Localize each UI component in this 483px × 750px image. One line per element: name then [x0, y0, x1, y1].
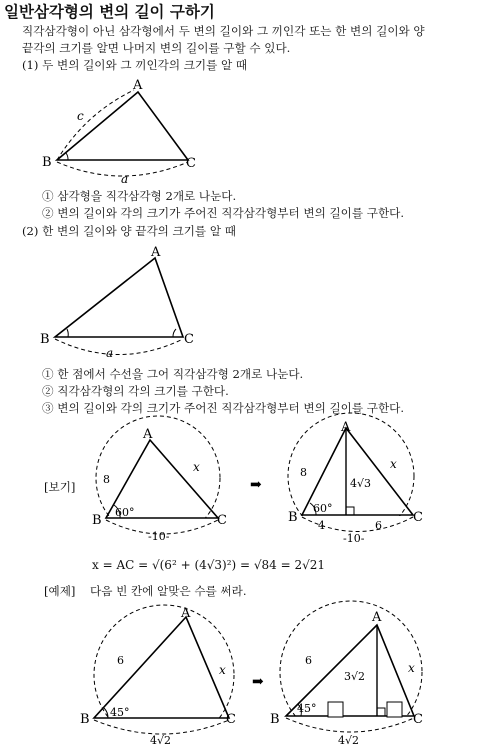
- case2-heading: (2) 한 변의 길이와 양 끝각의 크기를 알 때: [22, 224, 236, 238]
- case1-label-side-c: c: [77, 109, 84, 123]
- exercise-left-side-bc: 4√2: [150, 734, 172, 747]
- case1-heading: (1) 두 변의 길이와 그 끼인각의 크기를 알 때: [22, 58, 248, 72]
- example-left-side-ab: 8: [103, 473, 110, 486]
- example-right-side-bc: -10-: [343, 532, 365, 545]
- exercise-right-c-vertex: C: [413, 712, 423, 727]
- example-right-side-ab: 8: [300, 466, 307, 479]
- exercise-left-side-ab: 6: [117, 654, 124, 667]
- page-title: 일반삼각형의 변의 길이 구하기: [4, 3, 215, 21]
- exercise-right-side-bc: 4√2: [338, 734, 360, 747]
- exercise-left-side-ac: x: [219, 663, 226, 677]
- intro-line-1: 직각삼각형이 아닌 삼각형에서 두 변의 길이와 그 끼인각 또는 한 변의 길이와 양: [22, 24, 425, 38]
- example-left-angle: 60°: [115, 506, 135, 519]
- case2-step-3: ③ 변의 길이와 각의 크기가 주어진 직각삼각형부터 변의 길이를 구한다.: [42, 401, 405, 415]
- exercise-right-a-vertex: A: [372, 610, 382, 625]
- intro-line-2: 끝각의 크기를 알면 나머지 변의 길이를 구할 수 있다.: [22, 41, 291, 55]
- case1-step-2: ② 변의 길이와 각의 크기가 주어진 직각삼각형부터 변의 길이를 구한다.: [42, 206, 405, 220]
- exercise-arrow-icon: ➡: [252, 674, 264, 690]
- blank-box-1[interactable]: [328, 702, 343, 717]
- exercise-right-side-ac: x: [408, 661, 415, 675]
- exercise-instruction: 다음 빈 칸에 알맞은 수를 써라.: [90, 584, 247, 598]
- exercise-right-angle: 45°: [297, 702, 317, 715]
- case1-label-a-vertex: A: [133, 78, 143, 93]
- case2-label-side-a: a: [106, 346, 114, 360]
- case1-label-side-a: a: [121, 172, 129, 186]
- exercise-right-height: 3√2: [344, 670, 366, 683]
- example-label: [보기]: [44, 480, 76, 494]
- blank-box-2[interactable]: [387, 702, 402, 717]
- example-left-side-bc: -10-: [148, 530, 170, 543]
- example-right-side-ac: x: [390, 457, 397, 471]
- case2-step-2: ② 직각삼각형의 각의 크기를 구한다.: [42, 384, 229, 398]
- example-right-seg2: 6: [375, 519, 382, 532]
- example-left-side-ac: x: [193, 460, 200, 474]
- exercise-left-b-vertex: B: [80, 712, 90, 727]
- example-right-c-vertex: C: [413, 510, 423, 525]
- exercise-right-b-vertex: B: [270, 712, 280, 727]
- case1-label-c-vertex: C: [186, 156, 196, 171]
- exercise-left-a-vertex: A: [181, 606, 191, 621]
- case1-step-1: ① 삼각형을 직각삼각형 2개로 나눈다.: [42, 189, 237, 203]
- exercise-left-angle: 45°: [110, 706, 130, 719]
- example-left-b-vertex: B: [92, 513, 102, 528]
- example-left-a-vertex: A: [143, 427, 153, 442]
- case1-label-b-vertex: B: [42, 155, 52, 170]
- exercise-label: [예제]: [44, 584, 76, 598]
- exercise-left-c-vertex: C: [226, 712, 236, 727]
- example-right-b-vertex: B: [288, 510, 298, 525]
- exercise-right-side-ab: 6: [305, 654, 312, 667]
- case2-label-b-vertex: B: [40, 332, 50, 347]
- example-right-angle: 60°: [313, 502, 333, 515]
- example-right-seg1: 4: [318, 519, 325, 532]
- case2-label-a-vertex: A: [151, 245, 161, 260]
- example-arrow-icon: ➡: [250, 477, 262, 493]
- example-right-a-vertex: A: [341, 420, 351, 435]
- case2-label-c-vertex: C: [184, 332, 194, 347]
- case2-step-1: ① 한 점에서 수선을 그어 직각삼각형 2개로 나눈다.: [42, 367, 304, 381]
- example-left-c-vertex: C: [217, 513, 227, 528]
- example-formula: x = AC = √(6² + (4√3)²) = √84 = 2√21: [92, 558, 326, 572]
- example-right-height: 4√3: [350, 477, 372, 490]
